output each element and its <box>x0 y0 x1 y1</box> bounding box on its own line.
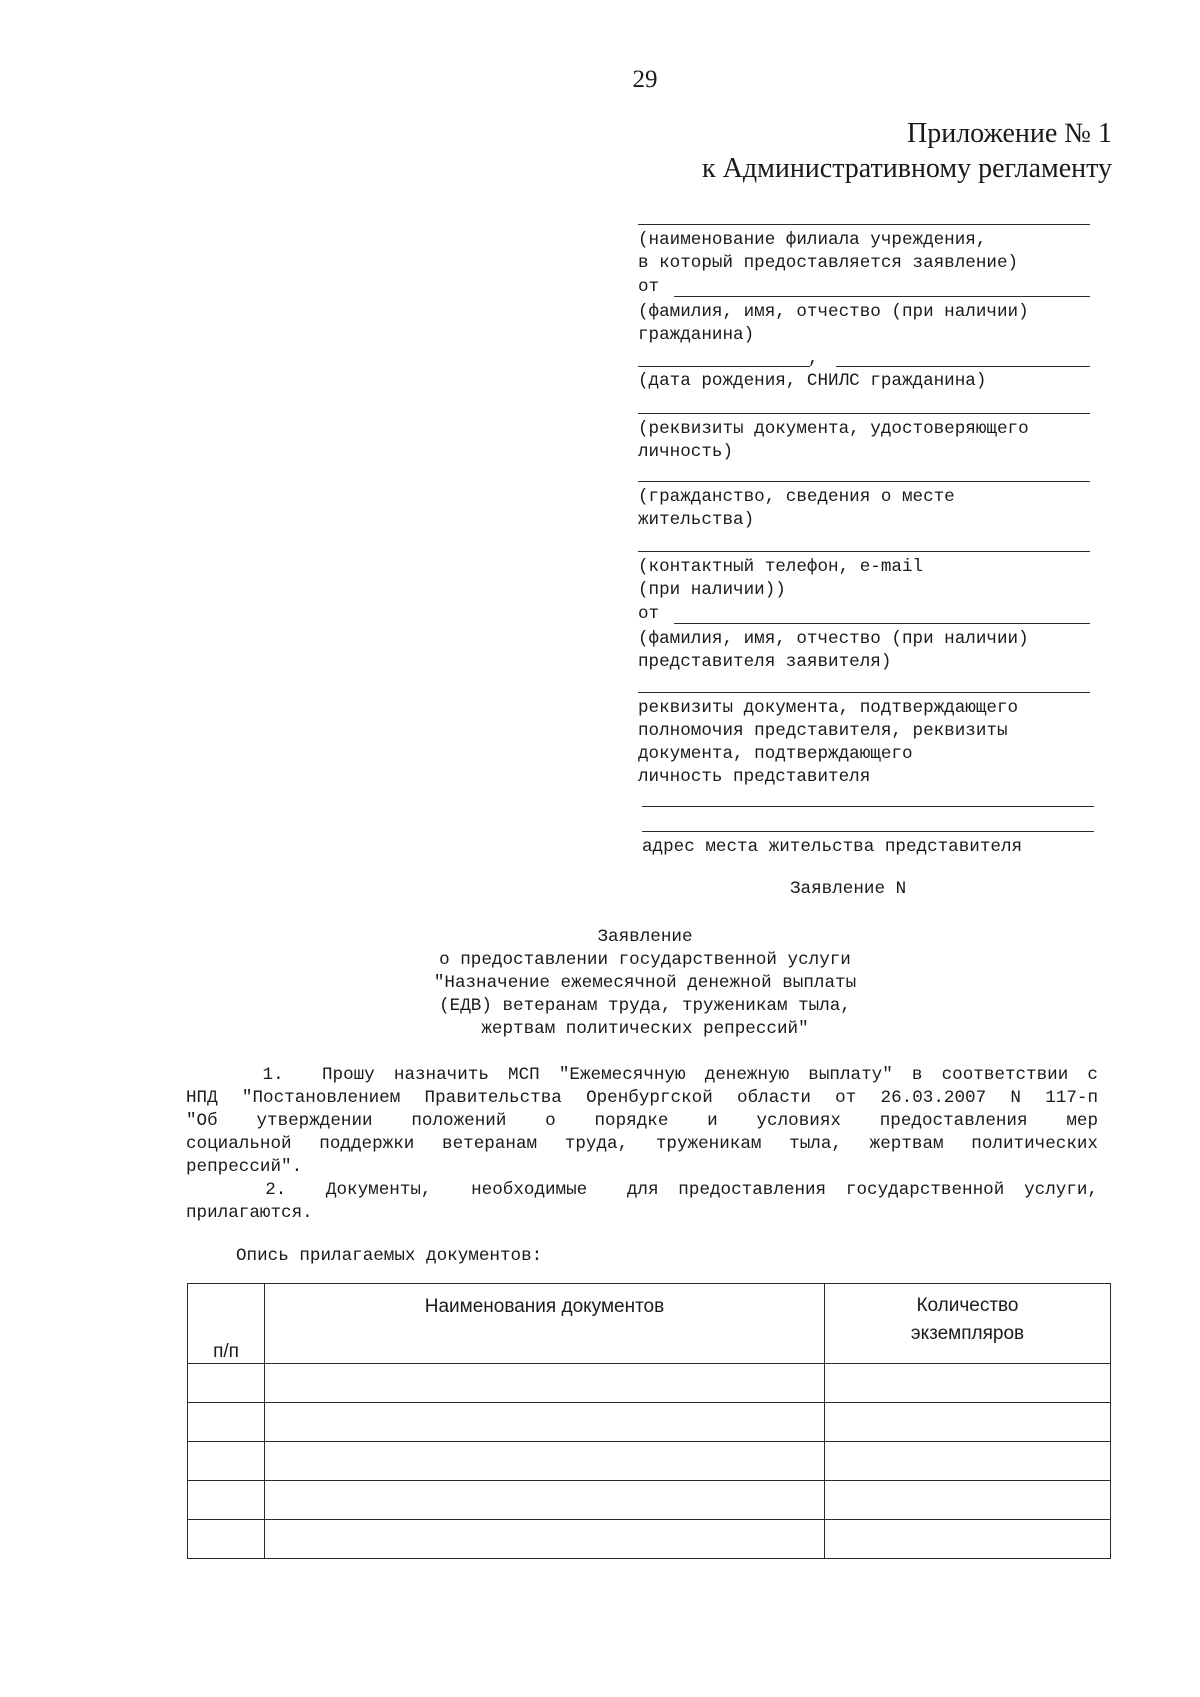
cell-document-name[interactable] <box>265 1403 825 1442</box>
cell-copies[interactable] <box>825 1481 1111 1520</box>
table-header-row <box>188 1284 1111 1364</box>
from-label-representative: от <box>638 604 660 624</box>
rep-address-blank-line-1[interactable] <box>642 806 1094 807</box>
documents-list-label: Опись прилагаемых документов: <box>236 1246 543 1266</box>
citizen-name-blank-line[interactable] <box>674 296 1090 297</box>
cell-document-name[interactable] <box>265 1481 825 1520</box>
birth-snils-caption: (дата рождения, СНИЛС гражданина) <box>638 371 987 391</box>
cell-copies[interactable] <box>825 1403 1111 1442</box>
citizenship-caption-2: жительства) <box>638 510 755 530</box>
header-copies-count <box>825 1284 1111 1364</box>
cell-number[interactable] <box>188 1403 265 1442</box>
citizenship-caption-1: (гражданство, сведения о месте <box>638 487 955 507</box>
table-row <box>188 1403 1111 1442</box>
branch-caption-1: (наименование филиала учреждения, <box>638 230 987 250</box>
paragraph1-line-2: НПД "Постановлением Правительства Оренбургской области от 26.03.2007 N 117-п <box>186 1088 1098 1108</box>
rep-name-caption-2: представителя заявителя) <box>638 652 892 672</box>
rep-name-blank-line[interactable] <box>674 623 1090 624</box>
appendix-subtitle: к Административному регламенту <box>702 153 1112 184</box>
contact-caption-2: (при наличии)) <box>638 580 786 600</box>
id-doc-caption-1: (реквизиты документа, удостоверяющего <box>638 419 1029 439</box>
page-number: 29 <box>632 66 658 93</box>
citizenship-blank-line[interactable] <box>638 481 1090 482</box>
header-copies-line-1: Количество <box>916 1295 1019 1316</box>
application-number: Заявление N <box>790 879 907 899</box>
rep-docs-blank-line[interactable] <box>638 692 1090 693</box>
title-line-3: "Назначение ежемесячной денежной выплаты <box>433 973 857 993</box>
cell-number[interactable] <box>188 1520 265 1559</box>
snils-blank-line[interactable] <box>836 366 1090 367</box>
rep-address-blank-line-2[interactable] <box>642 831 1094 832</box>
paragraph1-line-5: репрессий". <box>186 1157 303 1177</box>
citizen-name-caption-1: (фамилия, имя, отчество (при наличии) <box>638 302 1029 322</box>
cell-document-name[interactable] <box>265 1442 825 1481</box>
header-copies-line-2: экземпляров <box>910 1323 1025 1344</box>
from-label-citizen: от <box>638 277 660 297</box>
header-document-name: Наименования документов <box>265 1284 825 1364</box>
rep-name-caption-1: (фамилия, имя, отчество (при наличии) <box>638 629 1029 649</box>
paragraph2-line-1: 2. Документы, необходимые для предоставления государственной услуги, <box>186 1180 1098 1200</box>
id-doc-caption-2: личность) <box>638 442 734 462</box>
branch-blank-line[interactable] <box>638 224 1090 225</box>
birth-date-blank-line[interactable] <box>638 366 810 367</box>
cell-copies[interactable] <box>825 1442 1111 1481</box>
contact-blank-line[interactable] <box>638 551 1090 552</box>
paragraph2-line-2: прилагаются. <box>186 1203 313 1223</box>
citizen-name-caption-2: гражданина) <box>638 325 755 345</box>
cell-copies[interactable] <box>825 1364 1111 1403</box>
rep-docs-caption-1: реквизиты документа, подтверждающего <box>638 698 1019 718</box>
cell-document-name[interactable] <box>265 1364 825 1403</box>
paragraph-request <box>186 1064 1098 1179</box>
title-line-4: (ЕДВ) ветеранам труда, труженикам тыла, <box>439 996 851 1016</box>
rep-docs-caption-3: документа, подтверждающего <box>638 744 913 764</box>
table-row <box>188 1520 1111 1559</box>
table-row <box>188 1442 1111 1481</box>
cell-copies[interactable] <box>825 1520 1111 1559</box>
comma-separator: , <box>808 349 819 369</box>
paragraph-documents <box>186 1179 1098 1225</box>
paragraph1-line-1: 1. Прошу назначить МСП "Ежемесячную денежную выплату" в соответствии с <box>186 1065 1098 1085</box>
table-row <box>188 1481 1111 1520</box>
rep-docs-caption-2: полномочия представителя, реквизиты <box>638 721 1008 741</box>
paragraph1-line-4: социальной поддержки ветеранам труда, труженикам тыла, жертвам политических <box>186 1134 1098 1154</box>
paragraph1-line-3: "Об утверждении положений о порядке и условиях предоставления мер <box>186 1111 1098 1131</box>
title-line-2: о предоставлении государственной услуги <box>439 950 851 970</box>
appendix-title: Приложение № 1 <box>907 118 1112 149</box>
cell-document-name[interactable] <box>265 1520 825 1559</box>
title-line-1: Заявление <box>597 927 693 947</box>
branch-caption-2: в который предоставляется заявление) <box>638 253 1019 273</box>
rep-address-caption: адрес места жительства представителя <box>642 837 1023 857</box>
contact-caption-1: (контактный телефон, e-mail <box>638 557 924 577</box>
header-number: п/п <box>188 1284 265 1364</box>
cell-number[interactable] <box>188 1481 265 1520</box>
table-row <box>188 1364 1111 1403</box>
id-doc-blank-line[interactable] <box>638 413 1090 414</box>
documents-table <box>187 1283 1111 1559</box>
cell-number[interactable] <box>188 1364 265 1403</box>
cell-number[interactable] <box>188 1442 265 1481</box>
title-line-5: жертвам политических репрессий" <box>481 1019 809 1039</box>
rep-docs-caption-4: личность представителя <box>638 767 871 787</box>
